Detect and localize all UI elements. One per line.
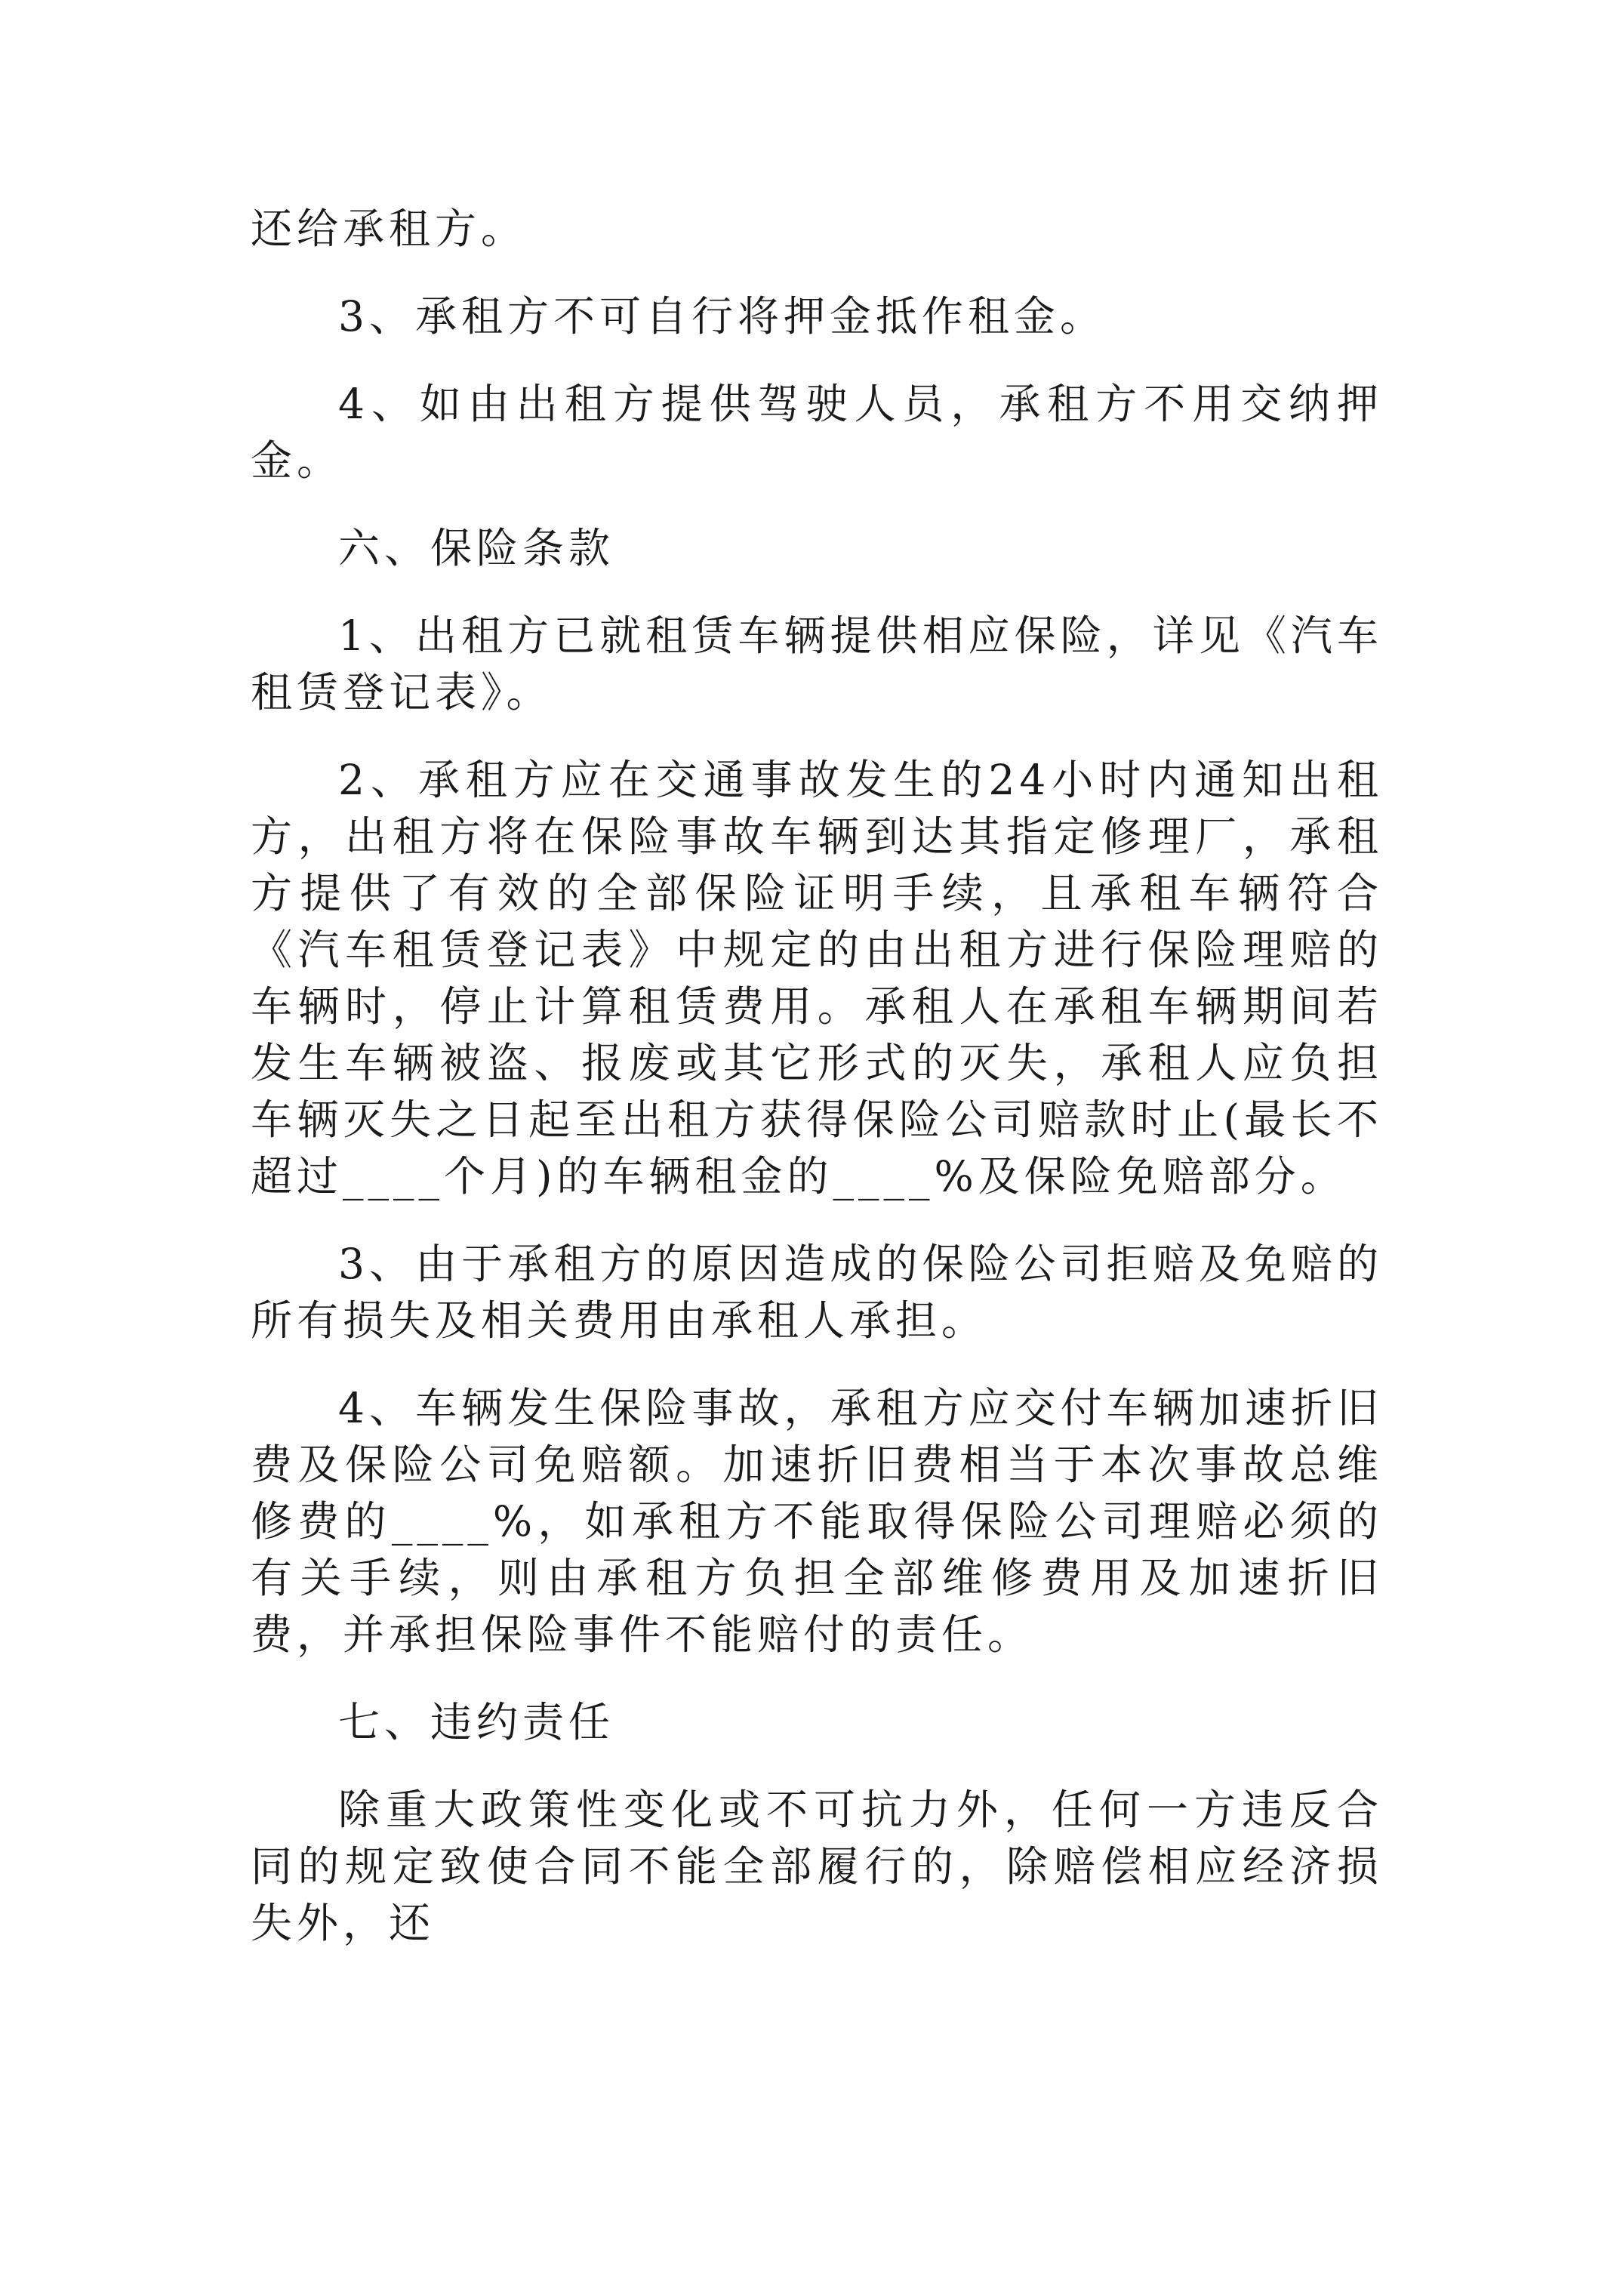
document-body (251, 201, 1383, 1983)
paragraph-deposit-return: 还给承租方。 (251, 205, 528, 253)
section-heading-breach-liability: 七、违约责任 (338, 1698, 615, 1746)
paragraph-insurance-clause-1: 1、出租方已就租赁车辆提供相应保险，详见《汽车租赁登记表》。 (251, 612, 1383, 717)
paragraph-insurance-clause-4: 4、车辆发生保险事故，承租方应交付车辆加速折旧费及保险公司免赔额。加速折旧费相当于本次事故总维修费的____%，如承租方不能取得保险公司理赔必须的有关手续，则由承租方负担全部维修费用及加速折旧费，并承担保险事件不能赔付的责任。 (251, 1384, 1383, 1659)
paragraph-deposit-clause-4: 4、如由出租方提供驾驶人员，承租方不用交纳押金。 (251, 380, 1383, 485)
section-heading-insurance: 六、保险条款 (338, 524, 615, 572)
paragraph-deposit-clause-3: 3、承租方不可自行将押金抵作租金。 (338, 292, 1106, 341)
paragraph-insurance-clause-2: 2、承租方应在交通事故发生的24小时内通知出租方，出租方将在保险事故车辆到达其指定修理厂，承租方提供了有效的全部保险证明手续，且承租车辆符合《汽车租赁登记表》中规定的由出租方进行保险理赔的车辆时，停止计算租赁费用。承租人在承租车辆期间若发生车辆被盗、报废或其它形式的灭失，承租人应负担车辆灭失之日起至出租方获得保险公司赔款时止(最长不超过____个月)的车辆租金的____%及保险免赔部分。 (251, 756, 1383, 1200)
paragraph-insurance-clause-3: 3、由于承租方的原因造成的保险公司拒赔及免赔的所有损失及相关费用由承租人承担。 (251, 1240, 1383, 1345)
paragraph-breach-liability: 除重大政策性变化或不可抗力外，任何一方违反合同的规定致使合同不能全部履行的，除赔偿相应经济损失外，还 (251, 1786, 1383, 1947)
